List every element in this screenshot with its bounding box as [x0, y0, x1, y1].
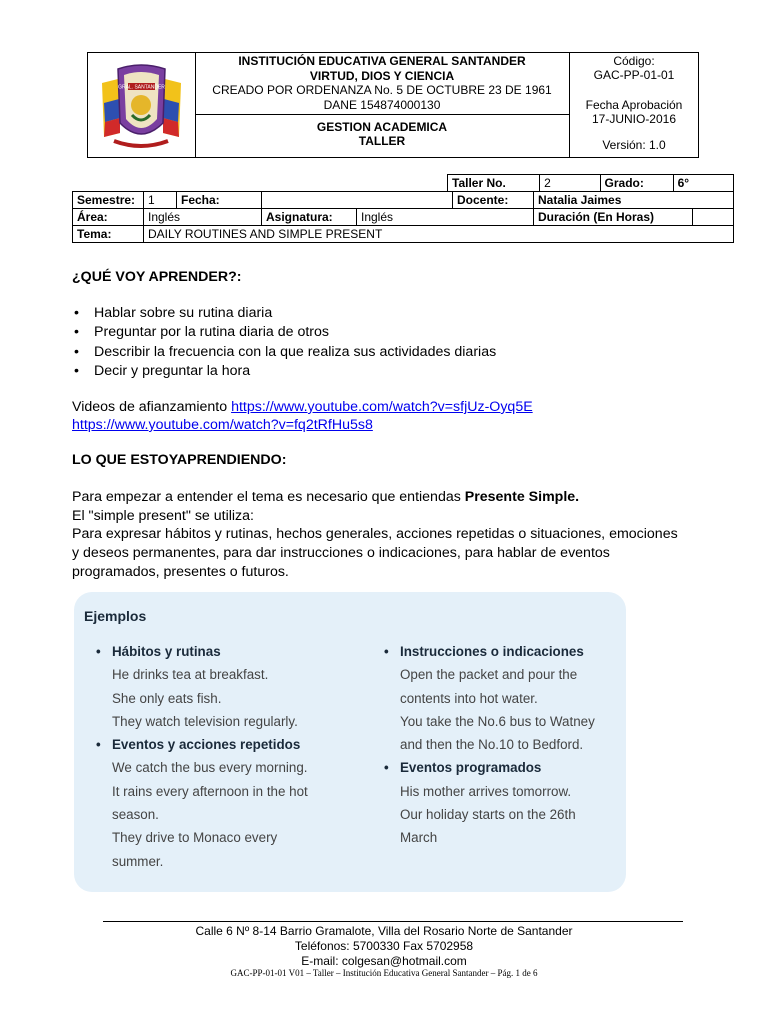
example-line: They watch television regularly.	[112, 713, 298, 729]
institution-cell	[195, 53, 570, 157]
code-value: GAC-PP-01-01	[593, 68, 675, 82]
tema-label: Tema:	[73, 226, 144, 243]
examples-title: Ejemplos	[84, 608, 147, 624]
document-code-cell	[570, 53, 698, 157]
school-crest-logo	[88, 53, 195, 157]
document-type: TALLER	[358, 134, 406, 148]
footer-address: Calle 6 Nº 8-14 Barrio Gramalote, Villa del Rosario Norte de Santander	[195, 924, 573, 938]
section-heading-learn: ¿QUÉ VOY APRENDER?:	[72, 269, 242, 285]
area-value: Inglés	[144, 209, 262, 226]
area-label: Área:	[73, 209, 144, 226]
institution-motto: VIRTUD, DIOS Y CIENCIA	[309, 68, 455, 83]
example-line: It rains every afternoon in the hot	[112, 783, 308, 799]
example-line: She only eats fish.	[112, 690, 222, 706]
example-heading: • Eventos y acciones repetidos	[94, 733, 308, 756]
grado-label: Grado:	[600, 175, 673, 192]
example-line: and then the No.10 to Bedford.	[400, 737, 584, 753]
video-link-1[interactable]: https://www.youtube.com/watch?v=sfjUz-Oyq5E	[231, 399, 533, 415]
semestre-label: Semestre:	[73, 192, 144, 209]
list-item: • Describir la frecuencia con la que realiza sus actividades diarias	[72, 343, 496, 362]
footer-phones: Teléfonos: 5700330 Fax 5702958	[294, 939, 474, 953]
footer-email: E-mail: colgesan@hotmail.com	[301, 954, 467, 968]
learning-objectives-list	[72, 304, 496, 382]
example-line: They drive to Monaco every	[112, 830, 278, 846]
management-area: GESTION ACADEMICA	[316, 120, 448, 134]
ordinance-text: CREADO POR ORDENANZA No. 5 DE OCTUBRE 23 DE 1961	[212, 83, 552, 97]
approval-date: 17-JUNIO-2016	[591, 112, 677, 126]
document-header	[87, 52, 699, 158]
intro-text: Para empezar a entender el tema es necesario que entiendas	[72, 489, 465, 505]
version-text: Versión: 1.0	[602, 138, 666, 152]
usage-line: y deseos permanentes, para dar instrucciones o indicaciones, para hablar de eventos	[72, 545, 610, 562]
example-heading: • Eventos programados	[382, 756, 595, 779]
fecha-label: Fecha:	[177, 192, 262, 209]
footer-divider	[103, 921, 683, 922]
duracion-value	[693, 209, 734, 226]
institution-name: INSTITUCIÓN EDUCATIVA GENERAL SANTANDER	[238, 54, 526, 68]
example-line: Our holiday starts on the 26th	[400, 807, 576, 823]
usage-line: Para expresar hábitos y rutinas, hechos generales, acciones repetidas o situaciones, emociones	[72, 526, 678, 543]
footer-page-reference: GAC-PP-01-01 V01 – Taller – Institución Educativa General Santander – Pág. 1 de 6	[230, 968, 538, 978]
intro-bold: Presente Simple.	[464, 489, 580, 505]
logo-cell	[88, 53, 196, 157]
docente-label: Docente:	[453, 192, 534, 209]
list-item: • Preguntar por la rutina diaria de otros	[72, 323, 496, 342]
duracion-label: Duración (En Horas)	[534, 209, 693, 226]
tema-value: DAILY ROUTINES AND SIMPLE PRESENT	[144, 226, 734, 243]
asignatura-value: Inglés	[357, 209, 534, 226]
video-link-2[interactable]: https://www.youtube.com/watch?v=fq2tRfHu5s8	[72, 417, 373, 433]
example-line: season.	[112, 807, 159, 823]
videos-line-2	[72, 416, 373, 435]
videos-label: Videos de afianzamiento	[72, 399, 232, 415]
example-line: summer.	[112, 853, 164, 869]
list-item: • Hablar sobre su rutina diaria	[72, 304, 496, 323]
example-line: You take the No.6 bus to Watney	[400, 713, 595, 729]
example-line: We catch the bus every morning.	[112, 760, 308, 776]
course-info-table	[72, 191, 734, 243]
fecha-value	[262, 192, 453, 209]
example-line: March	[400, 830, 438, 846]
workshop-info-table	[447, 174, 734, 192]
semestre-value: 1	[144, 192, 177, 209]
examples-panel	[74, 592, 626, 892]
example-line: He drinks tea at breakfast.	[112, 667, 269, 683]
examples-right-column	[400, 640, 595, 850]
usage-line: El "simple present" se utiliza:	[72, 507, 254, 524]
section-heading-learning: LO QUE ESTOYAPRENDIENDO:	[72, 452, 287, 468]
example-line: contents into hot water.	[400, 690, 538, 706]
example-line: His mother arrives tomorrow.	[400, 783, 572, 799]
taller-label: Taller No.	[448, 175, 540, 192]
asignatura-label: Asignatura:	[262, 209, 357, 226]
example-line: Open the packet and pour the	[400, 667, 578, 683]
usage-line: programados, presentes o futuros.	[72, 563, 289, 580]
example-heading: • Instrucciones o indicaciones	[382, 640, 595, 663]
grado-value: 6°	[673, 175, 733, 192]
approval-label: Fecha Aprobación	[585, 98, 683, 112]
example-heading: • Hábitos y rutinas	[94, 640, 308, 663]
code-label: Código:	[613, 54, 655, 68]
svg-text:GRAL. SANTANDER: GRAL. SANTANDER	[118, 84, 165, 91]
taller-value: 2	[540, 175, 600, 192]
dane-code: DANE 154874000130	[323, 97, 441, 112]
intro-paragraph	[72, 488, 678, 582]
examples-left-column	[112, 640, 308, 873]
list-item: • Decir y preguntar la hora	[72, 362, 496, 381]
docente-value: Natalia Jaimes	[534, 192, 734, 209]
videos-line	[72, 398, 533, 417]
